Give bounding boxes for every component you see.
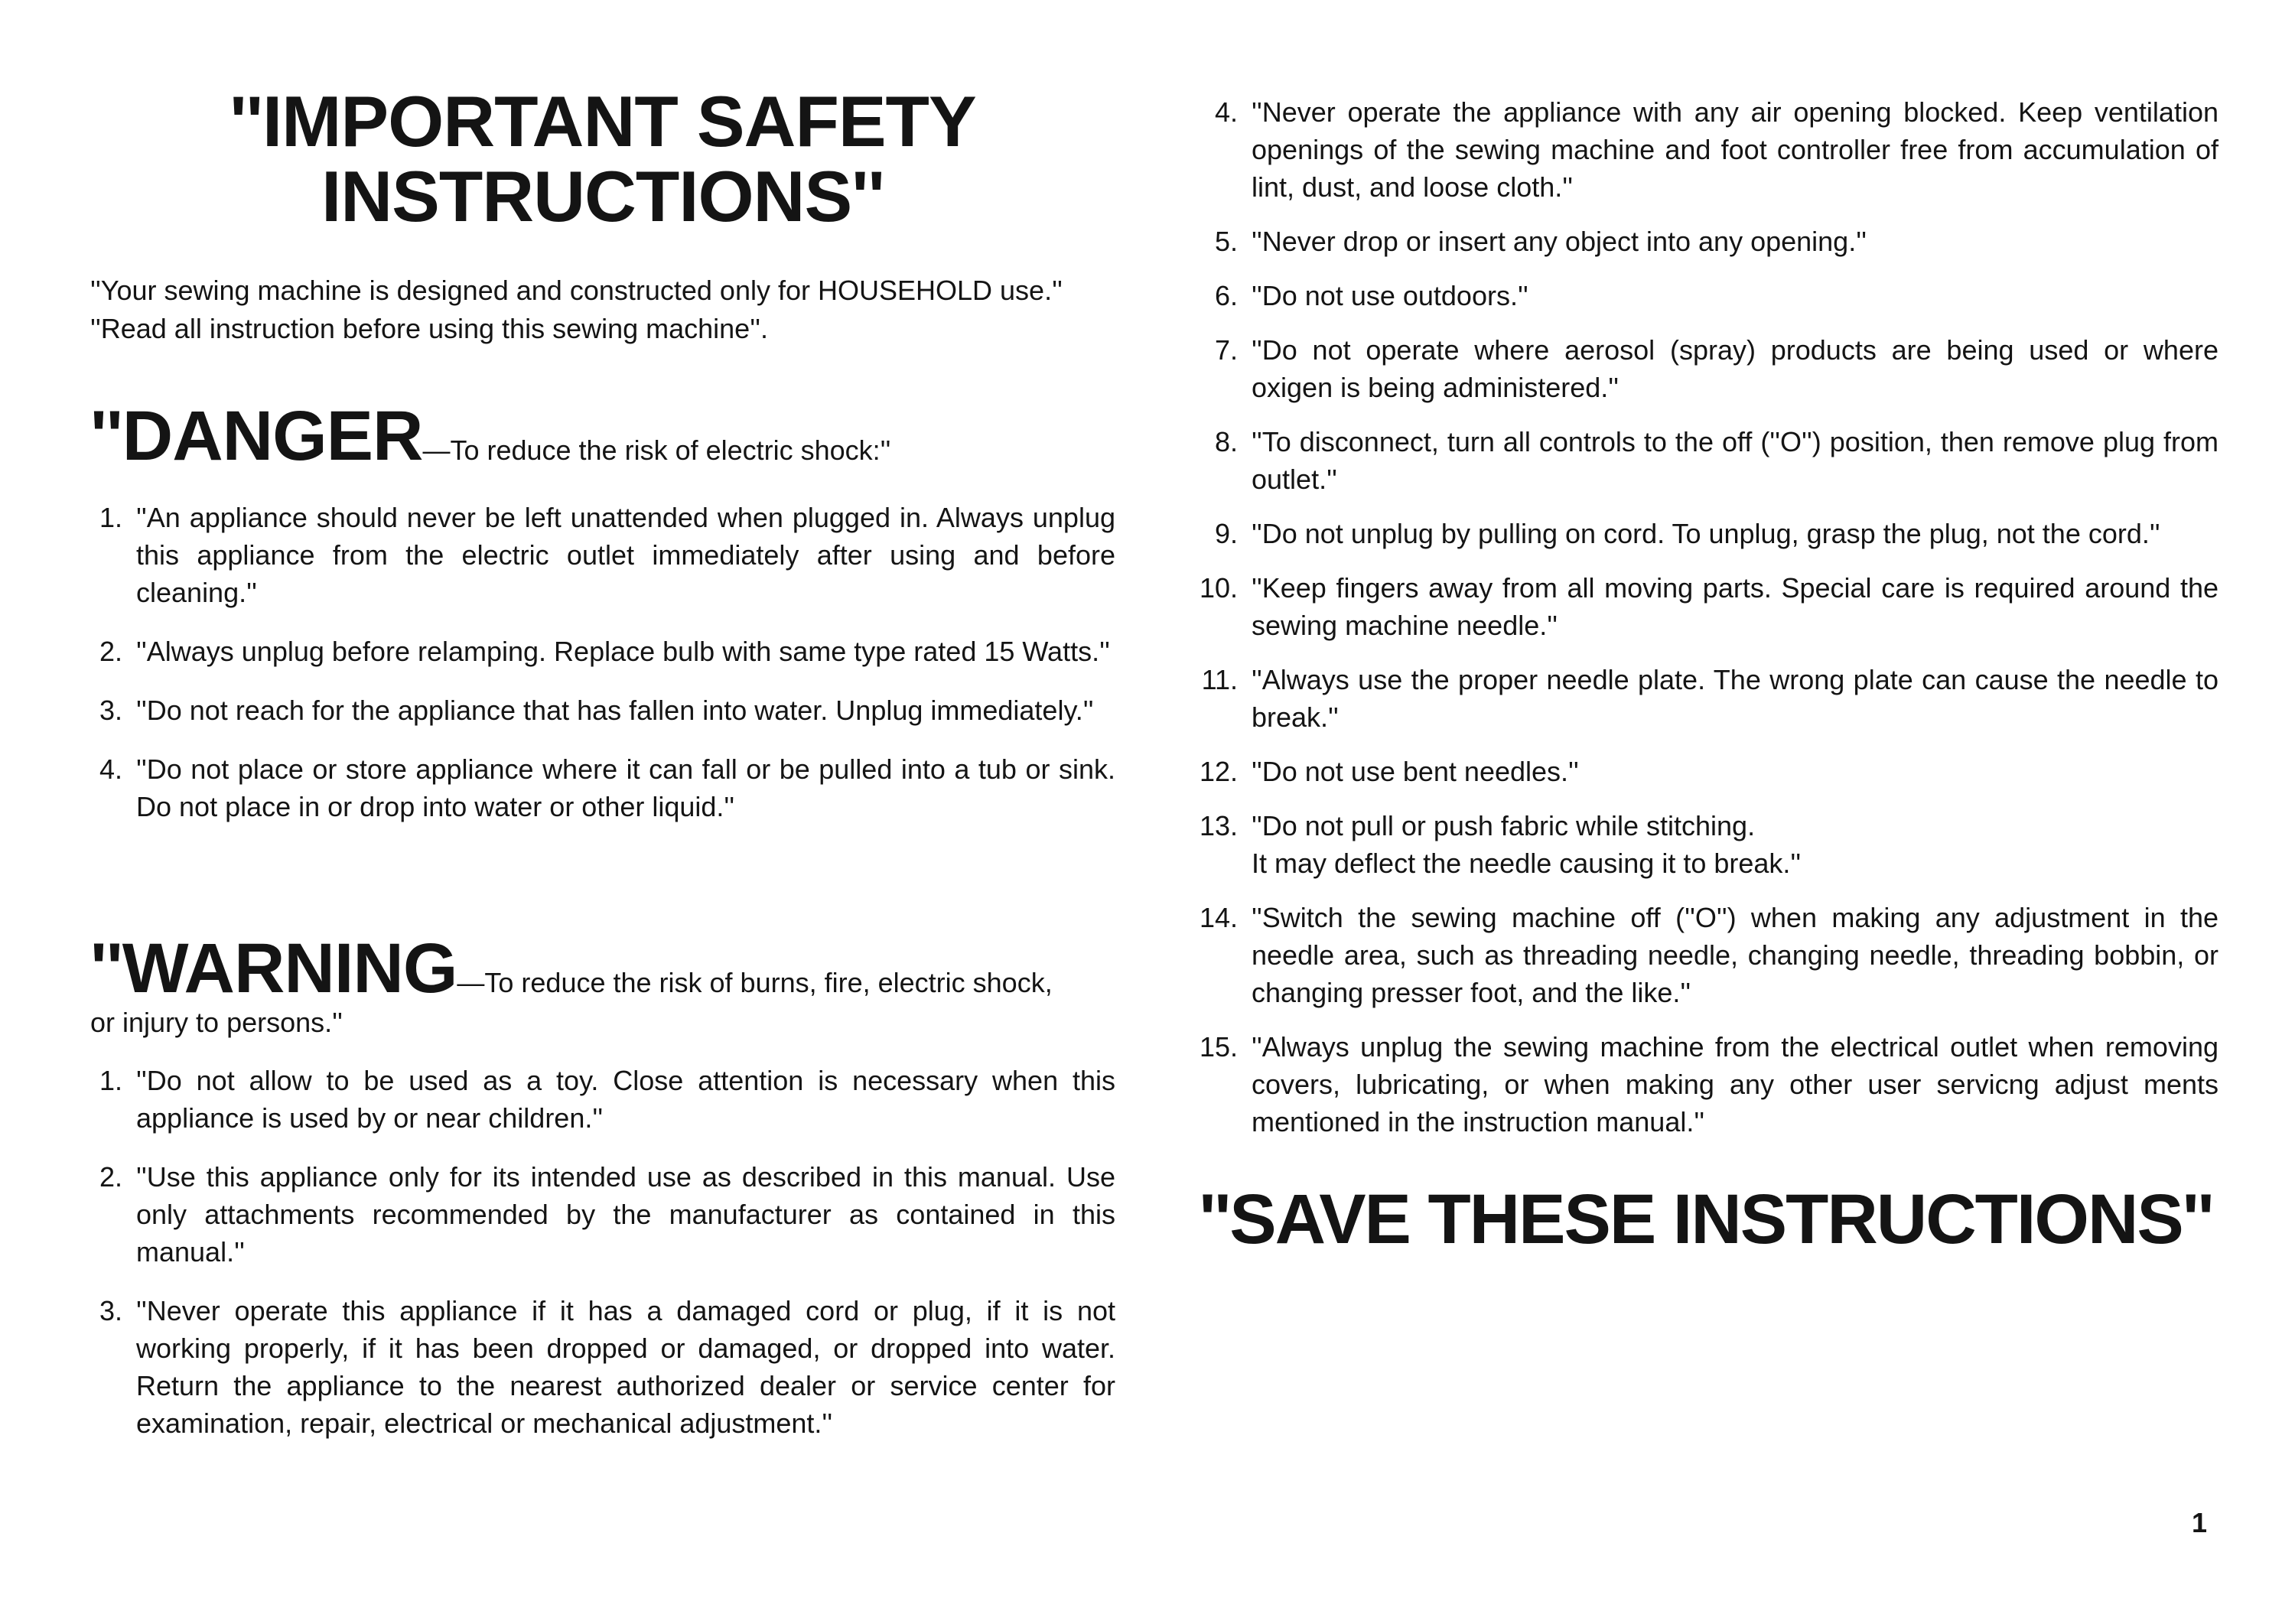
item-number: 5. xyxy=(1214,226,1238,257)
item-number: 8. xyxy=(1214,426,1238,457)
list-item xyxy=(1193,277,2218,314)
list-item xyxy=(90,1158,1115,1271)
page-number: 1 xyxy=(2192,1507,2208,1538)
item-text: ''Do not operate where aerosol (spray) products are being used or where oxigen is being administered.'' xyxy=(1252,334,2218,403)
list-item xyxy=(1193,569,2218,644)
item-number: 1. xyxy=(99,502,122,533)
item-number: 7. xyxy=(1214,334,1238,366)
item-text: ''An appliance should never be left unattended when plugged in. Always unplug this appliance from the electric outlet immediately after using and before cleaning.'' xyxy=(136,502,1115,608)
item-number: 4. xyxy=(1214,96,1238,128)
item-text: ''Never drop or insert any object into any opening.'' xyxy=(1252,226,1867,257)
item-number: 6. xyxy=(1214,280,1238,311)
list-item xyxy=(90,750,1115,825)
list-item xyxy=(1193,661,2218,736)
warning-description: —To reduce the risk of burns, fire, electric shock, xyxy=(457,967,1053,998)
warning-word: ''WARNING xyxy=(90,929,457,1007)
item-number: 2. xyxy=(99,1161,122,1193)
item-text: ''Do not use outdoors.'' xyxy=(1252,280,1528,311)
warning-description-continued: or injury to persons.'' xyxy=(90,1007,343,1038)
item-number: 13. xyxy=(1199,810,1238,841)
item-text: ''Do not use bent needles.'' xyxy=(1252,756,1579,787)
item-number: 1. xyxy=(99,1065,122,1096)
item-text: ''Do not allow to be used as a toy. Close attention is necessary when this appliance is used by or near children.'' xyxy=(136,1065,1115,1134)
item-text xyxy=(1252,807,2218,882)
item-number: 10. xyxy=(1199,572,1238,604)
item-number: 14. xyxy=(1199,902,1238,933)
item-text: ''Always use the proper needle plate. The wrong plate can cause the needle to break.'' xyxy=(1252,664,2218,733)
warning-heading xyxy=(90,929,1115,1007)
warning-list-continued xyxy=(1193,93,2218,1157)
item-number: 9. xyxy=(1214,518,1238,549)
list-item xyxy=(1193,1028,2218,1141)
item-text: ''Do not reach for the appliance that has fallen into water. Unplug immediately.'' xyxy=(136,695,1094,726)
intro-line-2: ''Read all instruction before using this sewing machine''. xyxy=(90,313,768,344)
item-number: 3. xyxy=(99,1295,122,1326)
item-number: 11. xyxy=(1201,664,1238,695)
item-number: 3. xyxy=(99,695,122,726)
intro-line-1: ''Your sewing machine is designed and constructed only for HOUSEHOLD use.'' xyxy=(90,275,1063,306)
list-item xyxy=(90,499,1115,611)
item-text: ''Do not place or store appliance where it can fall or be pulled into a tub or sink. Do not place in or drop into water or other liquid.'' xyxy=(136,753,1115,822)
danger-description: —To reduce the risk of electric shock:'' xyxy=(422,434,891,466)
item-text: ''Use this appliance only for its intended use as described in this manual. Use only attachments recommended by the manufacturer as contained in this manual.'' xyxy=(136,1161,1115,1268)
page-title xyxy=(90,81,1115,236)
list-item xyxy=(1193,331,2218,406)
title-line-1: ''IMPORTANT SAFETY xyxy=(230,81,976,161)
item-text-line-2: It may deflect the needle causing it to break.'' xyxy=(1252,848,1802,879)
list-item xyxy=(90,1292,1115,1442)
item-number: 4. xyxy=(99,753,122,785)
list-item xyxy=(1193,753,2218,790)
item-text: ''Do not unplug by pulling on cord. To unplug, grasp the plug, not the cord.'' xyxy=(1252,518,2160,549)
intro-text xyxy=(90,272,1115,348)
item-number: 12. xyxy=(1199,756,1238,787)
list-item xyxy=(1193,93,2218,206)
danger-word: ''DANGER xyxy=(90,397,423,475)
list-item xyxy=(90,1062,1115,1137)
item-text: ''Never operate the appliance with any air opening blocked. Keep ventilation openings of the sewing machine and foot controller free from accumulation of lint, dust, and loose cloth.'' xyxy=(1252,96,2218,203)
list-item xyxy=(1193,899,2218,1011)
item-text: ''To disconnect, turn all controls to the off (''O'') position, then remove plug from outlet.'' xyxy=(1252,426,2218,495)
item-text: ''Always unplug the sewing machine from the electrical outlet when removing covers, lubricating, or when making any other user servicng adjust ments mentioned in the instruction manual.'' xyxy=(1252,1031,2218,1137)
item-text: ''Switch the sewing machine off (''O'') when making any adjustment in the needle area, such as threading needle, changing needle, threading bobbin, or changing presser foot, and the like.'' xyxy=(1252,902,2218,1008)
item-text-line-1: ''Do not pull or push fabric while stitching. xyxy=(1252,810,1756,841)
item-text: ''Always unplug before relamping. Replace bulb with same type rated 15 Watts.'' xyxy=(136,636,1110,667)
danger-heading xyxy=(90,399,1115,473)
list-item xyxy=(90,692,1115,729)
item-text: ''Keep fingers away from all moving parts. Special care is required around the sewing machine needle.'' xyxy=(1252,572,2218,641)
item-number: 15. xyxy=(1199,1031,1238,1063)
list-item xyxy=(1193,423,2218,498)
item-number: 2. xyxy=(99,636,122,667)
list-item xyxy=(1193,515,2218,552)
list-item xyxy=(90,633,1115,670)
title-line-2: INSTRUCTIONS'' xyxy=(321,156,884,236)
save-instructions-title: ''SAVE THESE INSTRUCTIONS'' xyxy=(1199,1180,2213,1258)
danger-list xyxy=(90,499,1115,847)
warning-list xyxy=(90,1062,1115,1463)
item-text: ''Never operate this appliance if it has a damaged cord or plug, if it is not working properly, if it has been dropped or damaged, or dropped into water. Return the appliance to the nearest authorized dealer or service center for examination, repair, electrical or mechanical adjustment.'' xyxy=(136,1295,1115,1439)
list-item xyxy=(1193,223,2218,260)
list-item xyxy=(1193,807,2218,882)
